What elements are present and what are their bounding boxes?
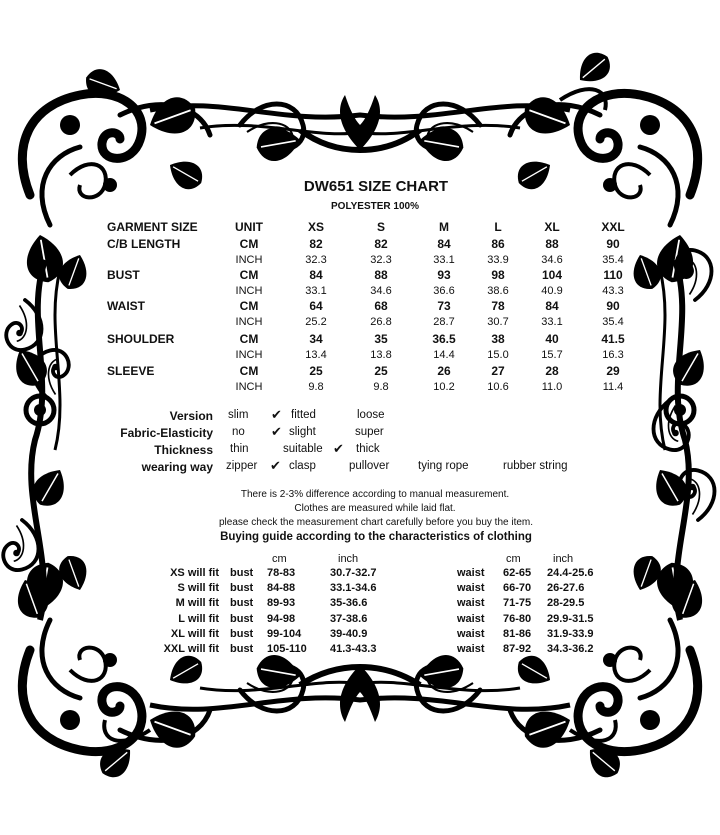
inch-value-m: 14.4 bbox=[433, 349, 455, 361]
attribute-label: Fabric-Elasticity bbox=[120, 426, 213, 440]
cm-value-xs: 34 bbox=[309, 332, 323, 346]
check-icon: ✔ bbox=[270, 458, 281, 473]
cm-value-xs: 64 bbox=[309, 299, 323, 313]
inch-value-s: 26.8 bbox=[370, 316, 392, 328]
check-icon: ✔ bbox=[333, 441, 344, 456]
guide-bust-cm: 89-93 bbox=[267, 597, 296, 610]
measurement-label: SLEEVE bbox=[107, 364, 155, 378]
guide-waist-label: waist bbox=[457, 597, 485, 610]
size-header-xl: XL bbox=[544, 220, 560, 234]
attribute-label: Version bbox=[169, 409, 213, 423]
guide-size-label: XXL will fit bbox=[163, 643, 219, 655]
guide-bust-cm: 99-104 bbox=[267, 627, 302, 640]
guide-bust-inch: 30.7-32.7 bbox=[330, 567, 377, 579]
inch-value-xl: 34.6 bbox=[541, 254, 563, 266]
inch-value-xxl: 16.3 bbox=[602, 349, 624, 361]
guide-size-label: M will fit bbox=[175, 597, 219, 610]
guide-waist-cm: 62-65 bbox=[503, 567, 532, 579]
attribute-option: rubber string bbox=[503, 460, 568, 472]
measurement-label: BUST bbox=[107, 268, 140, 282]
guide-bust-cm: 84-88 bbox=[267, 582, 296, 595]
note-laid-flat: Clothes are measured while laid flat. bbox=[294, 503, 456, 514]
cm-value-xs: 25 bbox=[309, 364, 323, 378]
attribute-option: fitted bbox=[291, 409, 316, 421]
note-measurement-difference: There is 2-3% difference according to manual measurement. bbox=[240, 489, 510, 500]
cm-value-l: 98 bbox=[491, 268, 505, 282]
guide-bust-inch-header: inch bbox=[338, 553, 359, 565]
guide-bust-inch: 37-38.6 bbox=[330, 612, 368, 625]
cm-value-xxl: 90 bbox=[606, 299, 620, 313]
size-header-xxl: XXL bbox=[601, 220, 625, 234]
guide-bust-cm: 78-83 bbox=[267, 567, 296, 579]
size-header-m: M bbox=[439, 220, 449, 234]
material-label: POLYESTER 100% bbox=[330, 201, 420, 212]
cm-value-m: 26 bbox=[437, 364, 451, 378]
inch-value-xl: 15.7 bbox=[541, 349, 563, 361]
inch-value-l: 38.6 bbox=[487, 285, 509, 297]
guide-waist-inch: 29.9-31.5 bbox=[547, 612, 594, 625]
inch-value-xl: 33.1 bbox=[541, 316, 563, 328]
cm-value-m: 93 bbox=[437, 268, 451, 282]
guide-bust-cm-header: cm bbox=[272, 553, 287, 565]
guide-waist-inch: 31.9-33.9 bbox=[547, 627, 594, 640]
attribute-option: pullover bbox=[349, 460, 390, 472]
size-header-xs: XS bbox=[307, 220, 325, 234]
guide-waist-cm: 81-86 bbox=[503, 627, 532, 640]
guide-waist-cm: 66-70 bbox=[503, 582, 532, 595]
inch-value-l: 10.6 bbox=[487, 381, 509, 393]
guide-size-label: L will fit bbox=[178, 612, 219, 625]
chart-title: DW651 SIZE CHART bbox=[303, 178, 449, 195]
inch-value-xs: 33.1 bbox=[305, 285, 327, 297]
guide-bust-cm: 94-98 bbox=[267, 612, 296, 625]
guide-waist-inch: 26-27.6 bbox=[547, 582, 585, 595]
unit-inch-label: INCH bbox=[235, 254, 263, 266]
cm-value-xl: 84 bbox=[545, 299, 559, 313]
guide-size-label: XS will fit bbox=[170, 567, 219, 579]
attribute-option: loose bbox=[357, 409, 385, 421]
unit-header: UNIT bbox=[235, 220, 263, 234]
note-check-chart: please check the measurement chart carefully before you buy the item. bbox=[218, 517, 534, 528]
inch-value-xl: 40.9 bbox=[541, 285, 563, 297]
buying-guide-title: Buying guide according to the characteristics of clothing bbox=[220, 531, 532, 543]
cm-value-xxl: 29 bbox=[606, 364, 620, 378]
cm-value-xl: 40 bbox=[545, 332, 559, 346]
inch-value-m: 10.2 bbox=[433, 381, 455, 393]
measurement-label: C/B LENGTH bbox=[107, 237, 181, 251]
cm-value-xl: 104 bbox=[541, 268, 563, 282]
cm-value-xs: 82 bbox=[309, 237, 323, 251]
attribute-option: clasp bbox=[289, 460, 316, 472]
cm-value-xxl: 90 bbox=[606, 237, 620, 251]
guide-waist-label: waist bbox=[457, 643, 485, 655]
guide-bust-label: bust bbox=[230, 567, 254, 579]
guide-waist-cm: 76-80 bbox=[503, 612, 532, 625]
measurement-label: WAIST bbox=[107, 299, 145, 313]
attribute-option: no bbox=[232, 426, 245, 438]
attribute-option: suitable bbox=[283, 443, 323, 455]
unit-inch-label: INCH bbox=[235, 349, 263, 361]
inch-value-xxl: 43.3 bbox=[602, 285, 624, 297]
inch-value-m: 33.1 bbox=[433, 254, 455, 266]
guide-waist-cm-header: cm bbox=[506, 553, 521, 565]
cm-value-s: 88 bbox=[374, 268, 388, 282]
attribute-label: wearing way bbox=[141, 460, 213, 474]
guide-size-label: XL will fit bbox=[170, 627, 219, 640]
attribute-option: tying rope bbox=[418, 460, 469, 472]
inch-value-s: 34.6 bbox=[370, 285, 392, 297]
guide-bust-inch: 41.3-43.3 bbox=[330, 643, 377, 655]
guide-bust-label: bust bbox=[230, 643, 254, 655]
cm-value-xs: 84 bbox=[309, 268, 323, 282]
attribute-option: thick bbox=[356, 443, 380, 455]
size-header-s: S bbox=[376, 220, 386, 234]
cm-value-xxl: 110 bbox=[603, 268, 623, 282]
attribute-option: slight bbox=[289, 426, 316, 438]
unit-cm-label: CM bbox=[239, 332, 259, 346]
inch-value-m: 28.7 bbox=[433, 316, 455, 328]
cm-value-l: 78 bbox=[491, 299, 505, 313]
inch-value-xs: 9.8 bbox=[308, 381, 324, 393]
inch-value-l: 33.9 bbox=[487, 254, 509, 266]
guide-waist-label: waist bbox=[457, 627, 485, 640]
unit-cm-label: CM bbox=[239, 268, 259, 282]
unit-inch-label: INCH bbox=[235, 316, 263, 328]
inch-value-l: 30.7 bbox=[487, 316, 509, 328]
attribute-option: thin bbox=[230, 443, 249, 455]
guide-waist-inch: 28-29.5 bbox=[547, 597, 585, 610]
guide-waist-label: waist bbox=[457, 567, 485, 579]
cm-value-l: 38 bbox=[491, 332, 505, 346]
attribute-option: zipper bbox=[226, 460, 258, 472]
cm-value-m: 73 bbox=[437, 299, 451, 313]
cm-value-m: 36.5 bbox=[432, 332, 456, 346]
inch-value-s: 9.8 bbox=[373, 381, 389, 393]
guide-waist-cm: 71-75 bbox=[503, 597, 532, 610]
guide-bust-cm: 105-110 bbox=[267, 643, 307, 655]
unit-cm-label: CM bbox=[239, 237, 259, 251]
guide-waist-label: waist bbox=[457, 582, 485, 595]
cm-value-xxl: 41.5 bbox=[601, 332, 625, 346]
unit-inch-label: INCH bbox=[235, 285, 263, 297]
attribute-option: slim bbox=[228, 409, 249, 421]
guide-waist-label: waist bbox=[457, 612, 485, 625]
check-icon: ✔ bbox=[271, 424, 282, 439]
cm-value-l: 27 bbox=[491, 364, 505, 378]
inch-value-s: 13.8 bbox=[370, 349, 392, 361]
inch-value-xxl: 11.4 bbox=[602, 381, 624, 393]
inch-value-xxl: 35.4 bbox=[602, 316, 624, 328]
inch-value-l: 15.0 bbox=[487, 349, 509, 361]
unit-cm-label: CM bbox=[239, 364, 259, 378]
cm-value-xl: 88 bbox=[545, 237, 559, 251]
unit-inch-label: INCH bbox=[235, 381, 263, 393]
attribute-label: Thickness bbox=[154, 443, 213, 457]
guide-bust-label: bust bbox=[230, 627, 254, 640]
cm-value-xl: 28 bbox=[545, 364, 559, 378]
cm-value-s: 82 bbox=[374, 237, 388, 251]
inch-value-xl: 11.0 bbox=[541, 381, 563, 393]
guide-waist-inch: 34.3-36.2 bbox=[547, 643, 594, 655]
inch-value-xs: 32.3 bbox=[305, 254, 327, 266]
guide-waist-inch-header: inch bbox=[553, 553, 574, 565]
inch-value-xxl: 35.4 bbox=[602, 254, 624, 266]
inch-value-m: 36.6 bbox=[433, 285, 455, 297]
inch-value-s: 32.3 bbox=[370, 254, 392, 266]
inch-value-xs: 25.2 bbox=[305, 316, 327, 328]
cm-value-l: 86 bbox=[491, 237, 505, 251]
guide-waist-cm: 87-92 bbox=[503, 643, 532, 655]
cm-value-s: 68 bbox=[374, 299, 388, 313]
inch-value-xs: 13.4 bbox=[305, 349, 327, 361]
cm-value-s: 35 bbox=[374, 332, 388, 346]
guide-bust-inch: 33.1-34.6 bbox=[330, 582, 377, 595]
garment-size-header: GARMENT SIZE bbox=[107, 220, 198, 234]
cm-value-s: 25 bbox=[374, 364, 388, 378]
attribute-option: super bbox=[355, 426, 384, 438]
size-header-l: L bbox=[494, 220, 502, 234]
measurement-label: SHOULDER bbox=[107, 332, 175, 346]
unit-cm-label: CM bbox=[239, 299, 259, 313]
guide-bust-label: bust bbox=[230, 597, 254, 610]
guide-bust-label: bust bbox=[230, 612, 254, 625]
guide-bust-inch: 39-40.9 bbox=[330, 627, 368, 640]
guide-size-label: S will fit bbox=[177, 582, 219, 595]
cm-value-m: 84 bbox=[437, 237, 451, 251]
check-icon: ✔ bbox=[271, 407, 282, 422]
guide-bust-inch: 35-36.6 bbox=[330, 597, 368, 610]
guide-bust-label: bust bbox=[230, 582, 254, 595]
guide-waist-inch: 24.4-25.6 bbox=[547, 567, 594, 579]
